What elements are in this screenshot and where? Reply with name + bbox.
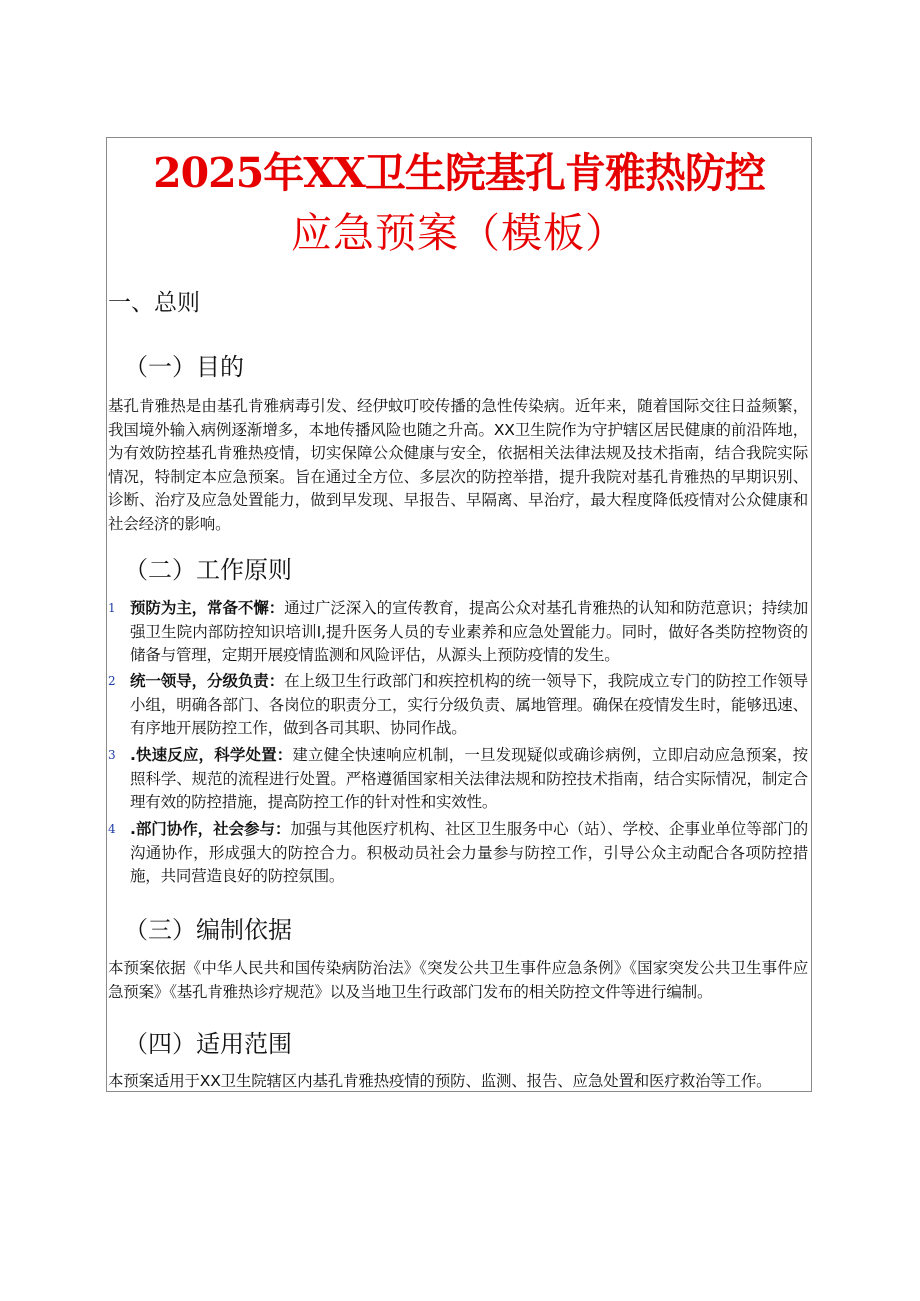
principle-number: 2: [108, 674, 116, 688]
principle-lead: 统一领导，分级负责：: [130, 672, 285, 690]
principle-lead: .快速反应，科学处置：: [130, 746, 293, 764]
principle-number: 4: [108, 822, 116, 836]
principle-number: 1: [108, 601, 116, 615]
principle-item: [108, 597, 808, 668]
document-title-line2: 应急预案（模板）: [291, 209, 627, 257]
principle-text: 通过广泛深入的宣传教育，提高公众对基孔肯雅热的认知和防范意识；持续加强卫生院内部防控知识培训I,提升医务人员的专业素养和应急处置能力。同时，做好各类防控物资的储备与管理，定期开展疫情监测和风险评估，从源头上预防疫情的发生。: [130, 599, 808, 664]
principle-lead: 预防为主，常备不懈：: [130, 599, 285, 617]
principle-lead: .部门协作，社会参与：: [130, 820, 291, 838]
paragraph-purpose: 基孔肯雅热是由基孔肯雅病毒引发、经伊蚊叮咬传播的急性传染病。近年来，随着国际交往日益频繁，我国境外输入病例逐渐增多，本地传播风险也随之升高。XX卫生院作为守护辖区居民健康的前沿阵地，为有效防控基孔肯雅热疫情，切实保障公众健康与安全，依据相关法律法规及技术指南，结合我院实际情况，特制定本应急预案。旨在通过全方位、多层次的防控举措，提升我院对基孔肯雅热的早期识别、诊断、治疗及应急处置能力，做到早发现、早报告、早隔离、早治疗，最大程度降低疫情对公众健康和社会经济的影响。: [108, 397, 808, 533]
principle-text: 加强与其他医疗机构、社区卫生服务中心（站）、学校、企事业单位等部门的沟通协作，形成强大的防控合力。积极动员社会力量参与防控工作，引导公众主动配合各项防控措施，共同营造良好的防控氛围。: [130, 820, 808, 885]
subheading-purpose: （一）目的: [124, 353, 244, 381]
paragraph-basis: 本预案依据《中华人民共和国传染病防治法》《突发公共卫生事件应急条例》《国家突发公共卫生事件应急预案》《基孔肯雅热诊疗规范》以及当地卫生行政部门发布的相关防控文件等进行编制。: [108, 959, 808, 1001]
document-title-line1: 2025年XX卫生院基孔肯雅热防控: [153, 149, 765, 197]
paragraph-scope: 本预案适用于XX卫生院辖区内基孔肯雅热疫情的预防、监测、报告、应急处置和医疗救治等工作。: [108, 1072, 772, 1090]
principle-item: [108, 744, 808, 815]
subheading-principles: （二）工作原则: [124, 556, 292, 584]
subheading-basis: （三）编制依据: [124, 916, 292, 944]
principle-item: [108, 670, 808, 741]
section-heading-general: 一、总则: [108, 290, 200, 316]
subheading-scope: （四）适用范围: [124, 1030, 292, 1058]
principle-number: 3: [108, 748, 116, 762]
principle-text: 建立健全快速响应机制，一旦发现疑似或确诊病例，立即启动应急预案，按照科学、规范的流程进行处置。严格遵循国家相关法律法规和防控技术指南，结合实际情况，制定合理有效的防控措施，提高防控工作的针对性和实效性。: [130, 746, 808, 811]
principle-item: [108, 818, 808, 889]
principle-text: 在上级卫生行政部门和疾控机构的统一领导下，我院成立专门的防控工作领导小组，明确各部门、各岗位的职责分工，实行分级负责、属地管理。确保在疫情发生时，能够迅速、有序地开展防控工作，做到各司其职、协同作战。: [130, 672, 808, 737]
